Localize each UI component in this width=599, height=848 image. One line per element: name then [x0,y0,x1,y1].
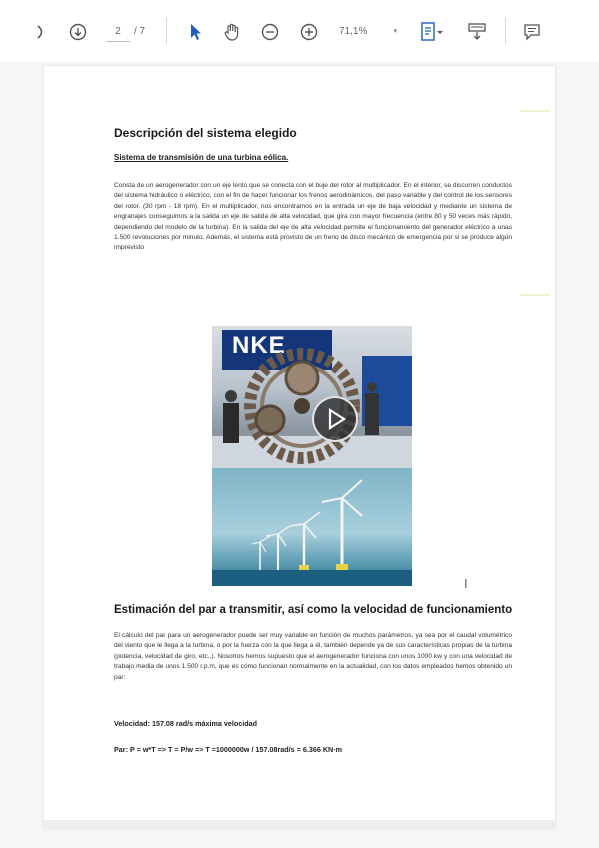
comment-button[interactable] [522,22,542,42]
previous-page-button[interactable] [34,22,48,42]
comment-icon [523,23,541,41]
toolbar-divider [505,18,506,44]
velocity-line: Velocidad: 157.08 rad/s máxima velocidad [114,719,258,728]
embedded-video[interactable] [212,326,412,586]
person-icon [216,386,246,446]
select-tool-button[interactable] [186,22,204,42]
zoom-level-select[interactable] [339,23,403,41]
hand-icon [222,22,242,42]
pdf-page [44,66,555,828]
pdf-toolbar [0,0,599,63]
highlight-mark [520,110,550,112]
text-cursor-icon: I [464,576,468,591]
chevron-right-partial-icon [35,24,47,40]
arrow-pointer-icon [188,23,202,41]
highlight-mark [520,294,550,296]
horizontal-scrollbar[interactable] [44,820,555,830]
document-viewer[interactable] [0,62,599,848]
next-page-button[interactable] [68,22,88,42]
fit-page-button[interactable] [419,22,445,42]
torque-line: Par: P = w*T => T = P/w => T =1000000w / 157.08rad/s = 6.366 KN·m [114,745,343,754]
arrow-down-circle-icon [69,23,87,41]
video-frame-wind-farm [212,468,412,586]
section-heading: Descripción del sistema elegido [114,126,297,140]
brand-sign-text: NKE [232,332,286,359]
wind-turbine-icon [212,468,412,586]
section-subheading: Sistema de transmisión de una turbina eólica. [114,153,289,162]
page-total-label: / 7 [134,26,146,37]
chevron-down-icon: ▾ [393,28,397,35]
video-frame-gear [212,326,412,468]
zoom-in-button[interactable] [299,22,319,42]
minus-circle-icon [261,23,279,41]
fit-page-icon [420,22,444,42]
zoom-level-value: 71,1% [339,26,368,37]
person-icon [360,378,384,438]
zoom-out-button[interactable] [260,22,280,42]
body-paragraph: Consta de un aerogenerador con un eje lento que se conecta con el buje del rotor al multiplicador. En el interior, se discurren conductos del sistema hidráulico o eléctrico, con el fin de hacer funcionar los frenos aerodinámicos, del paso variable y del control de los sensores del rotor. (30 rpm - 18 rpm). En el multiplicador, nos encontramos en la entrada un eje de baja velocidad y mediante un sistema de engranajes conseguimos a la salida un eje de salida de alta velocidad, que gira con mayor frecuencia (entre 80 y 50 veces más rápido, dependiendo del modelo de la turbina). En la salida del eje de alta velocidad permite el funcionamiento del generador eléctrico a unas 1.500 revoluciones por minuto. Además, el sistema está provisto de un freno de disco mecánico de emergencia por si se produce algún imprevisto [114,182,512,252]
play-icon [314,398,356,440]
play-button[interactable] [312,396,358,442]
sea-horizon [212,570,412,586]
body-paragraph: El cálculo del par para un aerogenerador puede ser muy variable en función de muchos parámetros, ya sea por el caudal volumétrico del viento que le llega a la turbina, o por la fuerza con la que llega a él, también depende ya de sus características propias de la turbina (potencia, velocidad de giro, etc.,). Nosotros hemos supuesto que el aerogenerador funciona con unos 1000 kw y con una velocidad de trabajo media de unos 1.500 r.p.m, que es cómo funcionan normalmente en la actualidad, con los datos empleados hemos obtenido un par: [114,632,512,681]
page-number-input[interactable]: 2 [106,23,130,42]
plus-circle-icon [300,23,318,41]
toolbar-divider [166,18,167,44]
hand-tool-button[interactable] [221,22,243,42]
keyboard-icon [467,22,487,42]
form-tool-button[interactable] [466,22,488,42]
section-heading: Estimación del par a transmitir, así como la velocidad de funcionamiento [114,604,513,616]
